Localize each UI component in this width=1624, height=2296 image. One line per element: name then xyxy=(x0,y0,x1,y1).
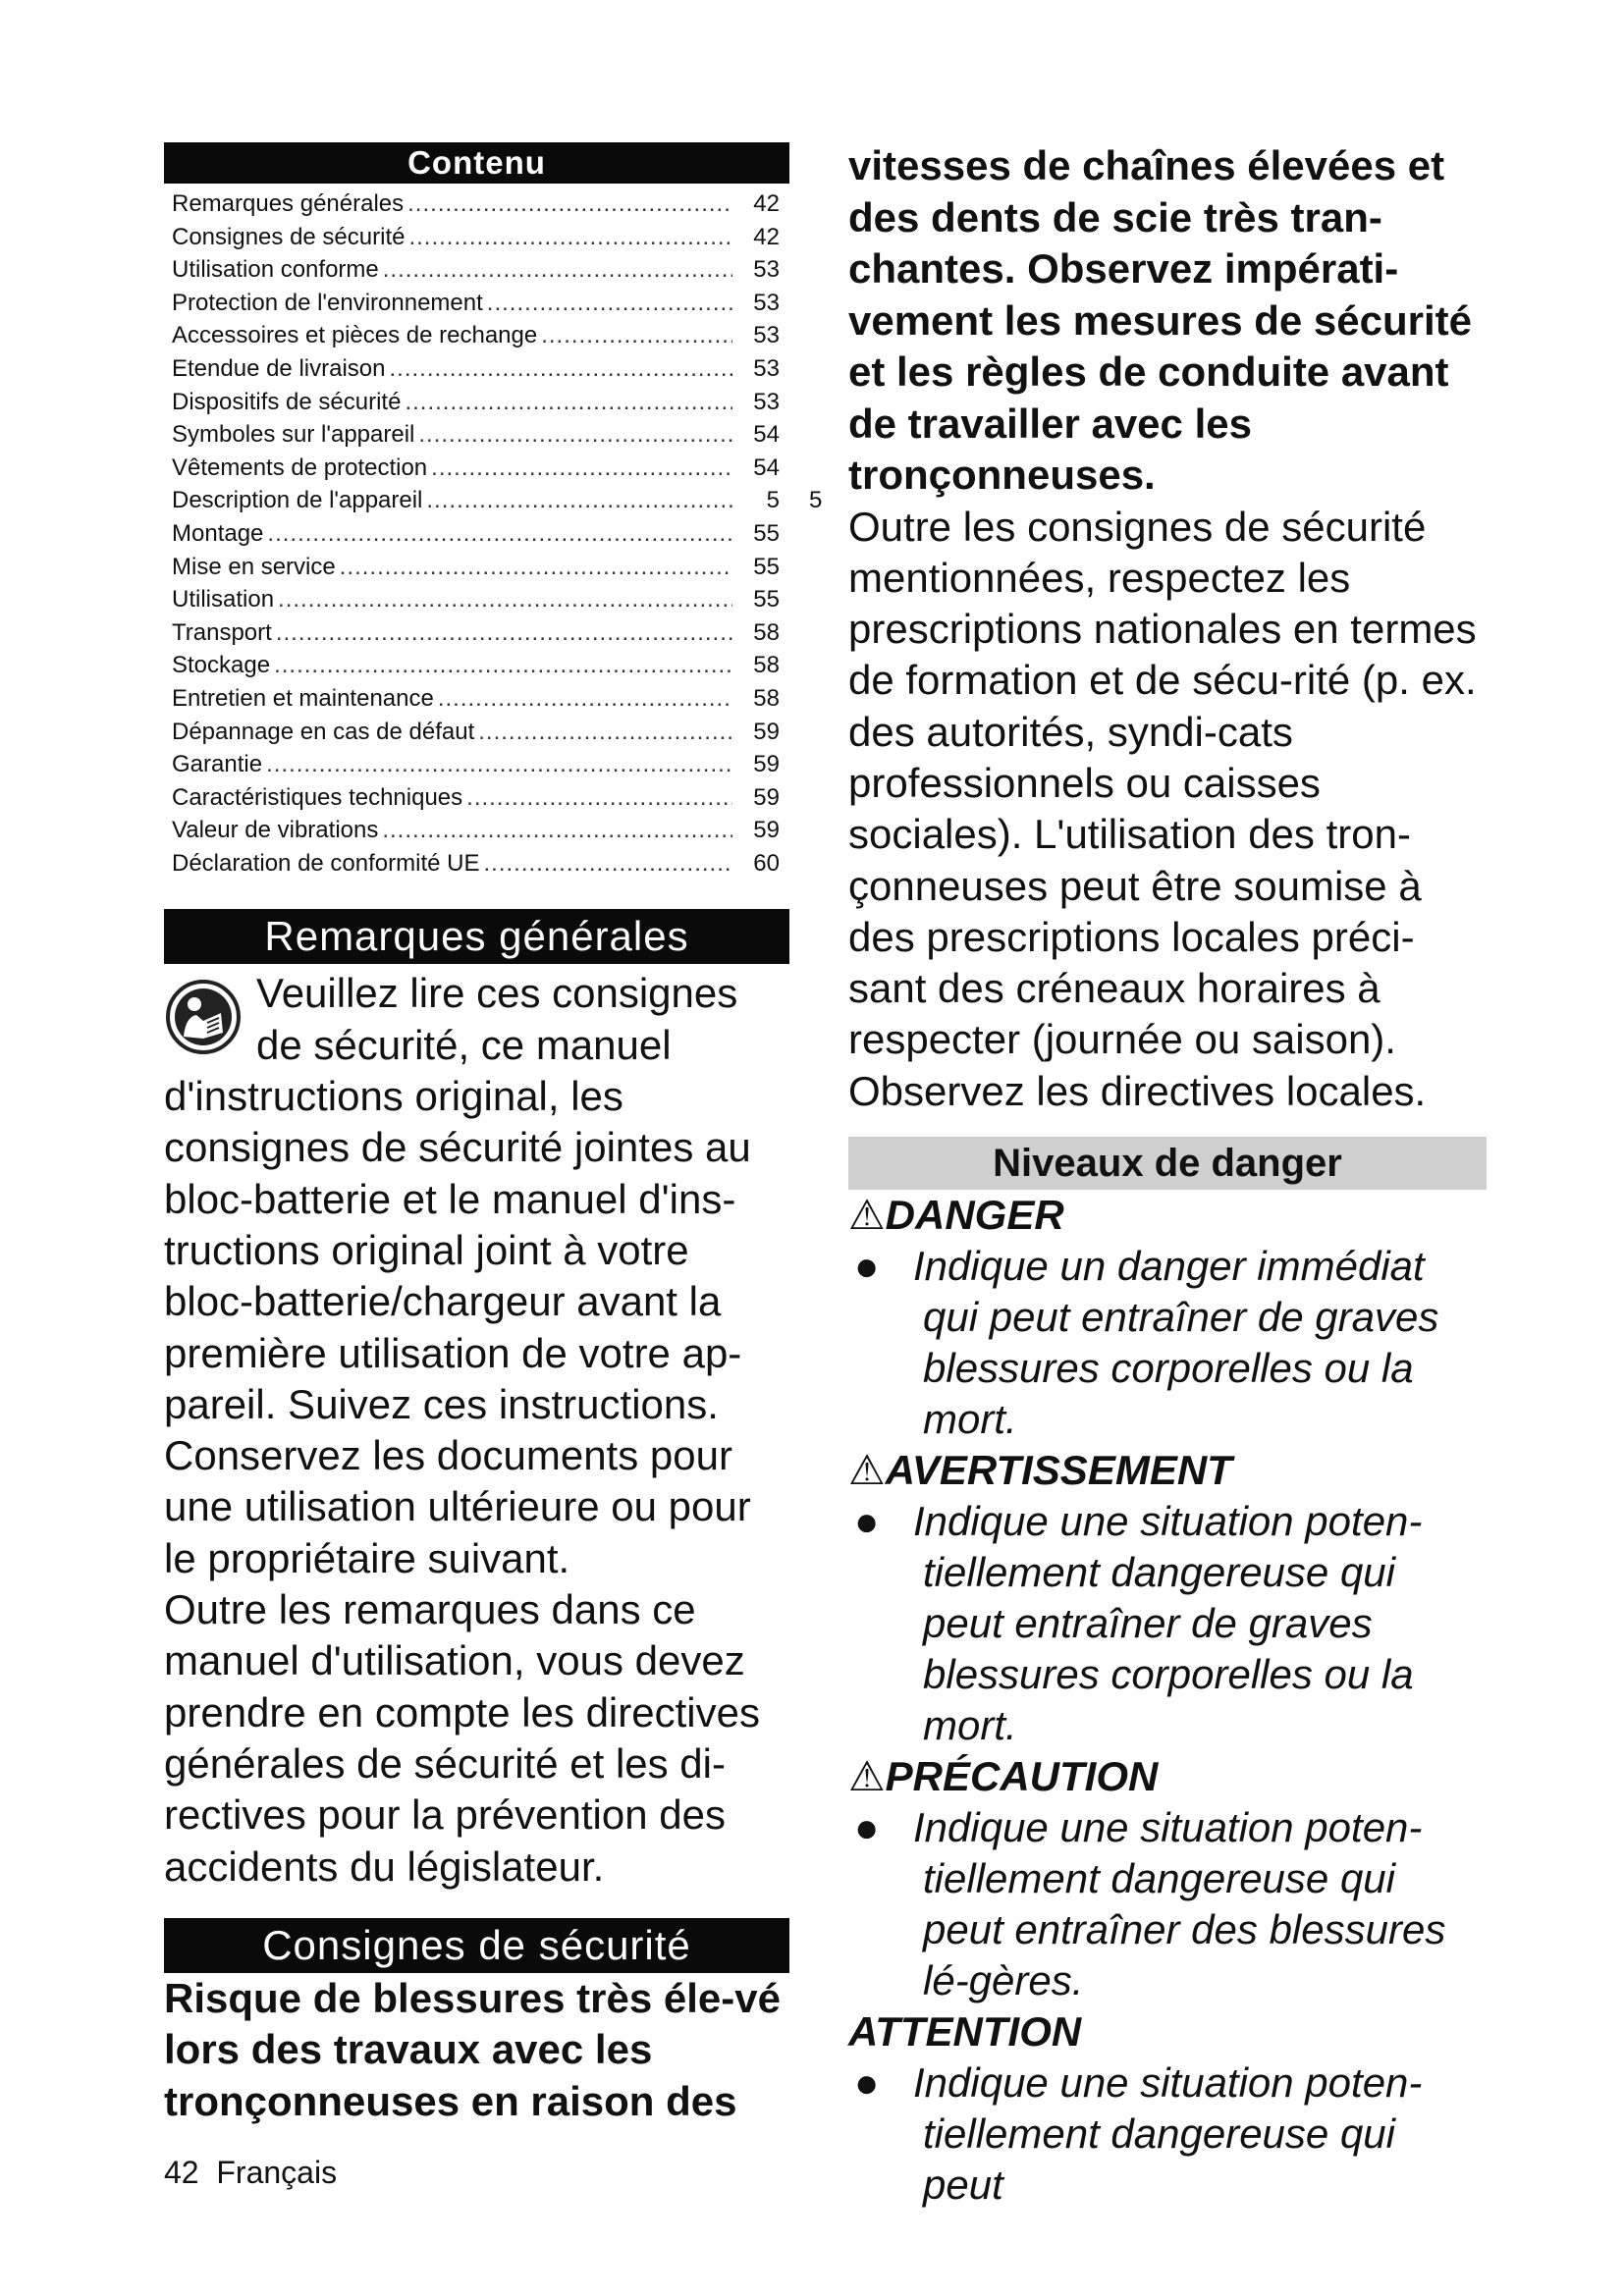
toc-entry-page: 58 xyxy=(753,618,780,646)
toc-entry-title: Entretien et maintenance xyxy=(172,684,434,712)
toc-entry-title: Dépannage en cas de défaut xyxy=(172,718,475,745)
toc-entry-page: 55 xyxy=(753,586,780,614)
toc-entry xyxy=(172,352,780,386)
section-heading-consignes: Consignes de sécurité xyxy=(164,1918,789,1973)
danger-level-item xyxy=(848,1802,1487,2006)
consignes-bold-continued: vitesses de chaînes élevées et des dents de scie très tran-chantes. Observez impérati-vement les mesures de sécurité et les règles de conduite avant de travailler avec les tronçonneuses. xyxy=(848,142,1473,498)
toc-leader-dots xyxy=(438,682,732,716)
danger-level-label xyxy=(848,1445,1487,1496)
toc-entry-title: Protection de l'environnement xyxy=(172,289,483,316)
toc-leader-dots xyxy=(418,418,732,452)
consignes-body: Outre les consignes de sécurité mentionnées, respectez les prescriptions nationales en termes de formation et de sécu-rité (p. ex. des autorités, syndi-cats professionnels ou caisses sociales). L'utilisation des tron-çonneuses peut être soumise à des prescriptions locales préci-sant des créneaux horaires à respecter (journée ou saison). Observez les directives locales. xyxy=(848,503,1477,1114)
toc-leader-dots xyxy=(407,187,732,221)
danger-level-item xyxy=(848,1241,1487,1445)
toc-entry xyxy=(172,616,780,650)
toc-entry xyxy=(172,253,780,287)
consignes-bold-paragraph: Risque de blessures très éle-vé lors des travaux avec les tronçonneuses en raison des xyxy=(164,1974,781,2124)
toc-entry xyxy=(172,452,780,485)
toc-entry-page: 53 xyxy=(753,322,780,349)
toc-leader-dots xyxy=(276,616,732,650)
danger-level-description: Indique une situation poten-tiellement dangereuse qui peut entraîner de graves blessures corporelles ou la mort. xyxy=(913,1498,1423,1749)
toc-entry-page: 58 xyxy=(753,652,780,679)
page-number: 42 xyxy=(164,2155,199,2190)
toc-entry-title: Déclaration de conformité UE xyxy=(172,849,480,877)
danger-level-label xyxy=(848,1751,1487,1802)
toc-entry-page: 5 xyxy=(766,487,780,514)
toc-entry xyxy=(172,781,780,815)
toc-entry-title: Accessoires et pièces de rechange xyxy=(172,322,538,349)
toc-entry-title: Dispositifs de sécurité xyxy=(172,388,402,415)
toc-entry xyxy=(172,551,780,584)
toc-entry-title: Symboles sur l'appareil xyxy=(172,421,415,449)
toc-entry-title: Utilisation conforme xyxy=(172,256,379,284)
toc-leader-dots xyxy=(466,781,732,815)
danger-level-name: PRÉCAUTION xyxy=(885,1753,1159,1800)
toc-entry-title: Consignes de sécurité xyxy=(172,223,406,250)
danger-level-name: AVERTISSEMENT xyxy=(885,1447,1232,1494)
stray-page-digit: 5 xyxy=(809,487,823,513)
section-heading-remarques: Remarques générales xyxy=(164,909,789,964)
remarques-paragraph: Veuillez lire ces consignes de sécurité, ce manuel d'instructions original, les consignes de sécurité jointes au bloc-batterie et le manuel d'ins-tructions original joint à votre bloc-batterie/chargeur avant la première utilisation de votre ap-pareil. Suivez ces instructions. Conservez les documents pour une utilisation ultérieure ou pour le propriétaire suivant. xyxy=(164,970,751,1581)
table-of-contents xyxy=(164,187,789,880)
toc-leader-dots xyxy=(408,221,732,254)
toc-entry xyxy=(172,319,780,352)
toc-leader-dots xyxy=(426,484,732,517)
toc-entry-title: Etendue de livraison xyxy=(172,354,386,382)
toc-entry-page: 55 xyxy=(753,553,780,580)
toc-entry xyxy=(172,287,780,320)
toc-leader-dots xyxy=(340,551,732,584)
toc-entry xyxy=(172,583,780,616)
toc-entry xyxy=(172,484,780,517)
toc-entry-page: 55 xyxy=(753,519,780,547)
toc-entry-page: 59 xyxy=(753,817,780,844)
footer-language: Français xyxy=(216,2155,338,2190)
toc-leader-dots xyxy=(383,253,732,287)
toc-entry-title: Caractéristiques techniques xyxy=(172,783,463,811)
toc-heading: Contenu xyxy=(164,142,789,184)
toc-entry xyxy=(172,418,780,452)
toc-entry xyxy=(172,716,780,749)
warning-triangle-icon: ⚠ xyxy=(848,1753,886,1800)
toc-entry-page: 54 xyxy=(753,421,780,449)
toc-entry-page: 53 xyxy=(753,256,780,284)
danger-level-item xyxy=(848,2057,1487,2211)
section-heading-niveaux: Niveaux de danger xyxy=(848,1137,1487,1190)
toc-entry-page: 42 xyxy=(753,190,780,217)
warning-triangle-icon: ⚠ xyxy=(848,1192,886,1239)
toc-leader-dots xyxy=(487,287,732,320)
toc-entry-title: Valeur de vibrations xyxy=(172,817,379,844)
toc-leader-dots xyxy=(266,748,732,781)
toc-entry xyxy=(172,649,780,682)
danger-level-name: DANGER xyxy=(885,1192,1064,1239)
toc-leader-dots xyxy=(389,352,732,386)
toc-entry-title: Description de l'appareil xyxy=(172,487,423,514)
danger-level-description: Indique une situation poten-tiellement dangereuse qui peut xyxy=(913,2059,1423,2209)
right-column xyxy=(848,142,1487,2211)
toc-leader-dots xyxy=(405,386,732,419)
remarques-paragraph-2: Outre les remarques dans ce manuel d'utilisation, vous devez prendre en compte les directives générales de sécurité et les di-rectives pour la prévention des accidents du législateur. xyxy=(164,1586,760,1890)
danger-level-label xyxy=(848,2006,1487,2057)
toc-entry xyxy=(172,187,780,221)
toc-entry-title: Mise en service xyxy=(172,553,336,580)
toc-entry-page: 59 xyxy=(753,751,780,778)
danger-level-description: Indique une situation poten-tiellement dangereuse qui peut entraîner des blessures lé-gères. xyxy=(913,1804,1446,2004)
toc-entry-page: 59 xyxy=(753,718,780,745)
toc-entry-title: Stockage xyxy=(172,652,271,679)
toc-leader-dots xyxy=(278,583,732,616)
toc-leader-dots xyxy=(431,452,732,485)
toc-leader-dots xyxy=(483,847,732,881)
danger-level-label xyxy=(848,1190,1487,1241)
bullet-icon: ● xyxy=(854,1243,880,1290)
danger-level-item xyxy=(848,1496,1487,1751)
toc-entry xyxy=(172,517,780,551)
toc-leader-dots xyxy=(541,319,732,352)
toc-entry-title: Montage xyxy=(172,519,264,547)
read-manual-icon xyxy=(164,978,243,1056)
toc-entry-title: Transport xyxy=(172,618,272,646)
toc-entry xyxy=(172,847,780,881)
page-footer xyxy=(164,2155,337,2191)
remarques-intro xyxy=(164,968,789,1892)
toc-entry-title: Vêtements de protection xyxy=(172,454,428,481)
toc-entry-page: 58 xyxy=(753,684,780,712)
bullet-icon: ● xyxy=(854,2059,880,2107)
bullet-icon: ● xyxy=(854,1804,880,1851)
danger-level-name: ATTENTION xyxy=(848,2008,1082,2056)
left-column xyxy=(164,142,789,2127)
toc-entry-page: 53 xyxy=(753,354,780,382)
toc-entry xyxy=(172,221,780,254)
toc-entry-page: 53 xyxy=(753,289,780,316)
toc-leader-dots xyxy=(267,517,732,551)
bullet-icon: ● xyxy=(854,1498,880,1545)
toc-entry-page: 59 xyxy=(753,783,780,811)
toc-leader-dots xyxy=(478,716,732,749)
toc-entry xyxy=(172,386,780,419)
warning-triangle-icon: ⚠ xyxy=(848,1447,886,1494)
toc-entry-title: Remarques générales xyxy=(172,190,405,217)
toc-entry-page: 42 xyxy=(753,223,780,250)
toc-entry-title: Garantie xyxy=(172,751,263,778)
danger-level-description: Indique un danger immédiat qui peut entraîner de graves blessures corporelles ou la mort. xyxy=(913,1243,1439,1443)
toc-entry xyxy=(172,748,780,781)
toc-entry xyxy=(172,682,780,716)
danger-levels xyxy=(848,1190,1487,2211)
toc-entry-page: 54 xyxy=(753,454,780,481)
toc-leader-dots xyxy=(274,649,732,682)
toc-entry-page: 60 xyxy=(753,849,780,877)
toc-entry-page: 53 xyxy=(753,388,780,415)
toc-entry xyxy=(172,814,780,847)
toc-entry-title: Utilisation xyxy=(172,586,275,614)
toc-leader-dots xyxy=(382,814,732,847)
